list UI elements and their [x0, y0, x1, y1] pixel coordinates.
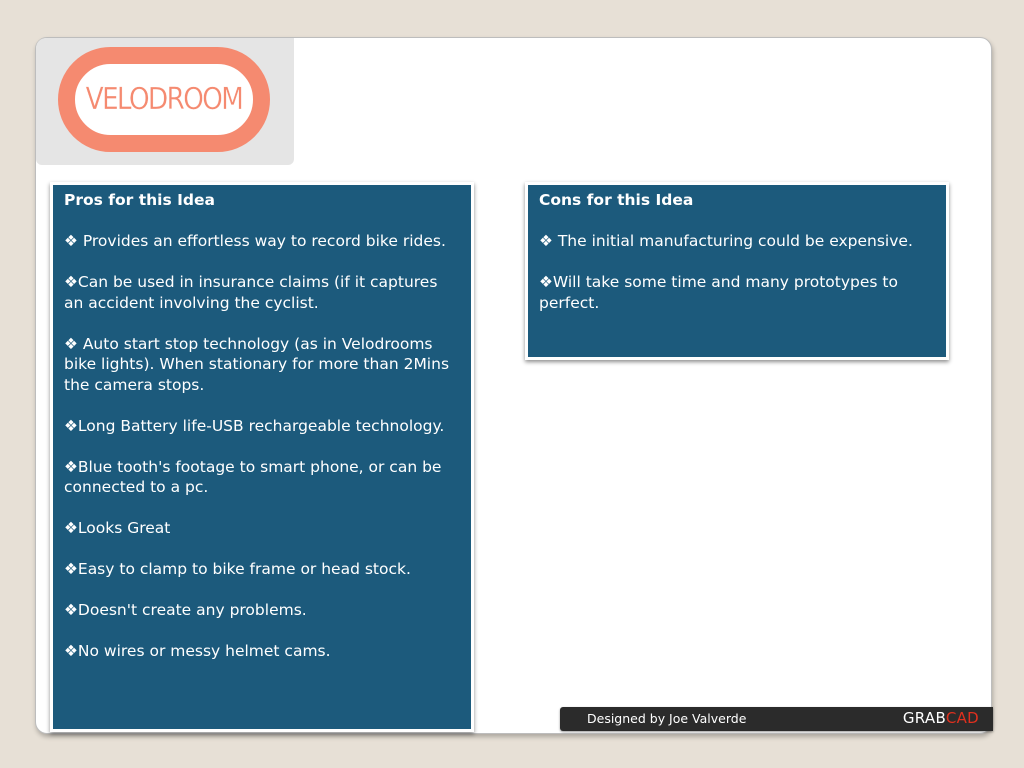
pros-title: Pros for this Idea: [64, 191, 215, 209]
designer-credit: Designed by Joe Valverde: [587, 711, 747, 726]
brand-part-grab: GRAB: [902, 709, 946, 727]
cons-panel: [525, 182, 949, 360]
cons-item: ❖Will take some time and many prototypes to perfect.: [539, 273, 898, 312]
cons-item: ❖ The initial manufacturing could be expensive.: [539, 232, 913, 250]
pros-item: ❖ Auto start stop technology (as in Velodrooms bike lights). When stationary for more than 2Mins the camera stops.: [64, 334, 450, 394]
pros-item: ❖Can be used in insurance claims (if it captures an accident involving the cyclist.: [64, 273, 438, 312]
pros-panel: [50, 182, 474, 732]
logo-tile: [36, 38, 294, 165]
pros-item: ❖Looks Great: [64, 519, 171, 537]
velodroom-logo: [58, 47, 270, 152]
pros-item: ❖ Provides an effortless way to record bike rides.: [64, 232, 446, 250]
logo-text: VELODROOM: [85, 82, 243, 117]
footer-bar: [560, 707, 993, 731]
pros-item: ❖No wires or messy helmet cams.: [64, 642, 331, 660]
pros-item: ❖Doesn't create any problems.: [64, 601, 307, 619]
cons-title: Cons for this Idea: [539, 191, 694, 209]
pros-item: ❖Easy to clamp to bike frame or head stock.: [64, 560, 411, 578]
grabcad-logo: [903, 709, 979, 727]
pros-item: ❖Blue tooth's footage to smart phone, or can be connected to a pc.: [64, 457, 442, 496]
pros-item: ❖Long Battery life-USB rechargeable technology.: [64, 416, 445, 435]
brand-part-cad: CAD: [945, 709, 979, 727]
